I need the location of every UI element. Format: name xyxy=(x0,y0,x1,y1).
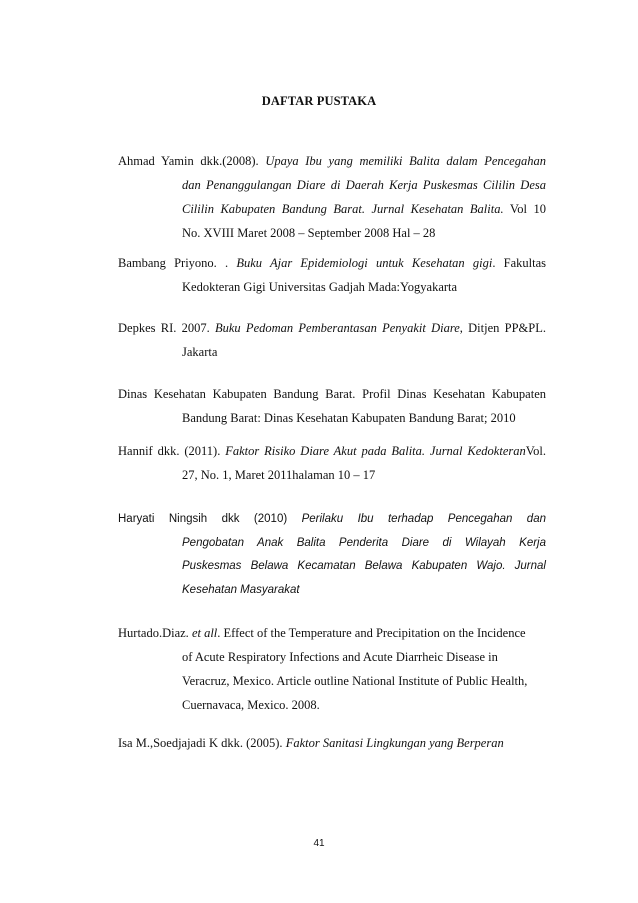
reference-text: No. XVIII Maret 2008 – September 2008 Hal – 28 xyxy=(182,226,436,240)
reference-first-line xyxy=(118,316,546,340)
reference-first-line xyxy=(118,508,546,532)
reference-text: Perilaku Ibu terhadap Pencegahan dan xyxy=(301,513,546,525)
reference-text: . Effect of the Temperature and Precipitation on the Incidence xyxy=(217,626,526,640)
reference-text: Buku Ajar Epidemiologi untuk Kesehatan gigi xyxy=(236,256,493,270)
reference-text: Pengobatan Anak Balita Penderita Diare di Wilayah Kerja xyxy=(182,536,546,549)
reference-first-line xyxy=(118,731,546,755)
reference-first-line xyxy=(118,439,546,463)
reference-continuation-line xyxy=(118,463,546,487)
reference-first-line xyxy=(118,251,546,275)
reference-text: Haryati Ningsih dkk (2010) xyxy=(118,513,302,525)
reference-text: . Fakultas xyxy=(492,256,546,270)
reference-text: Puskesmas Belawa Kecamatan Belawa Kabupaten Wajo. Jurnal xyxy=(182,560,546,572)
page-number: 41 xyxy=(313,838,325,849)
reference-text: Ahmad Yamin dkk.(2008). xyxy=(118,154,266,168)
reference-text: Cililin Kabupaten Bandung Barat. Jurnal Kesehatan Balita. xyxy=(182,202,504,216)
reference-text: Faktor Risiko Diare Akut pada Balita. Jurnal Kedokteran xyxy=(225,444,526,458)
reference-entry xyxy=(118,508,546,602)
reference-text: of Acute Respiratory Infections and Acute Diarrheic Disease in xyxy=(182,650,498,664)
reference-text: Hurtado.Diaz. xyxy=(118,626,192,640)
reference-text: Isa M.,Soedjajadi K dkk. (2005). xyxy=(118,736,286,750)
reference-continuation-line xyxy=(118,555,546,579)
reference-continuation-line xyxy=(118,693,546,717)
reference-text: Bambang Priyono. . xyxy=(118,256,237,270)
reference-entry xyxy=(118,621,546,717)
reference-entry xyxy=(118,382,546,430)
reference-text: Veracruz, Mexico. Article outline National Institute of Public Health, xyxy=(182,674,528,688)
reference-entry xyxy=(118,316,546,364)
reference-entry xyxy=(118,149,546,245)
reference-text: Vol. xyxy=(525,444,547,458)
reference-text: Cuernavaca, Mexico. 2008. xyxy=(182,698,320,712)
reference-continuation-line xyxy=(118,579,546,603)
reference-continuation-line xyxy=(118,532,546,556)
reference-text: Jakarta xyxy=(182,345,218,359)
reference-continuation-line xyxy=(118,197,546,221)
reference-entry xyxy=(118,439,546,487)
reference-text: et all xyxy=(191,626,218,640)
reference-text: 27, No. 1, Maret 2011halaman 10 – 17 xyxy=(182,468,376,482)
reference-first-line xyxy=(118,382,546,406)
reference-text: Faktor Sanitasi Lingkungan yang Berperan xyxy=(285,736,504,750)
reference-text: Upaya Ibu yang memiliki Balita dalam Pencegahan xyxy=(265,154,546,168)
reference-continuation-line xyxy=(118,340,546,364)
reference-continuation-line xyxy=(118,221,546,245)
reference-text: , Ditjen PP&PL. xyxy=(459,321,546,335)
reference-first-line xyxy=(118,149,546,173)
reference-entry xyxy=(118,731,546,755)
reference-continuation-line xyxy=(118,275,546,299)
reference-text: dan Penanggulangan Diare di Daerah Kerja Puskesmas Cililin Desa xyxy=(182,178,546,192)
reference-text: Kedokteran Gigi Universitas Gadjah Mada:Yogyakarta xyxy=(182,280,458,294)
reference-text: Buku Pedoman Pemberantasan Penyakit Diare xyxy=(215,321,460,335)
reference-text: Depkes RI. 2007. xyxy=(118,321,215,335)
reference-continuation-line xyxy=(118,173,546,197)
reference-text: Bandung Barat: Dinas Kesehatan Kabupaten Bandung Barat; 2010 xyxy=(182,411,516,425)
reference-entry xyxy=(118,251,546,299)
reference-continuation-line xyxy=(118,406,546,430)
reference-continuation-line xyxy=(118,645,546,669)
reference-first-line xyxy=(118,621,546,645)
reference-text: Vol 10 xyxy=(503,202,546,216)
reference-text: Kesehatan Masyarakat xyxy=(182,583,300,596)
reference-text: Hannif dkk. (2011). xyxy=(118,444,226,458)
reference-continuation-line xyxy=(118,669,546,693)
page-title: DAFTAR PUSTAKA xyxy=(261,94,377,108)
reference-text: Dinas Kesehatan Kabupaten Bandung Barat. Profil Dinas Kesehatan Kabupaten xyxy=(118,387,546,401)
